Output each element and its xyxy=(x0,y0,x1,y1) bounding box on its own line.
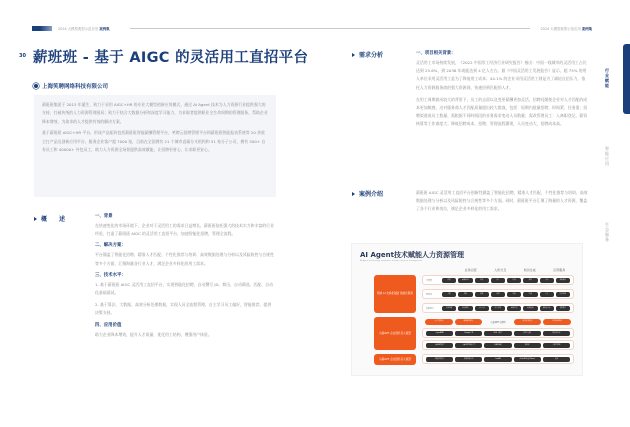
header-left-text: 2024 大模型典型示范应用 xyxy=(58,27,99,31)
company-intro-box xyxy=(34,95,276,197)
triangle-icon xyxy=(352,53,355,57)
company-name: 上海笑聘网络科技有限公司 xyxy=(42,84,109,90)
diagram-block-2: 小薪GPT 企业级私有大模型 xyxy=(374,317,416,350)
header-logo xyxy=(32,26,52,31)
ai-agent-diagram xyxy=(351,243,583,376)
intro-paragraph: 基于薪班班 AIGC+HR 平台，形成产品矩阵包括薪班班智能薪酬管理平台、笑聘云招聘管理平台和薪班班智能报表系统等 20 余款主打产品及创新应用平台，服务企业客户超 7000 家，目前在全国拥有 21 个城市直属分支机构和 51 家分子公司，拥有 500+ 自有员工和 40000+ 外包员工，助力人力资源全场景提供高效赋能，让招聘更省心，让求职更安心。 xyxy=(42,130,266,153)
header-divider xyxy=(130,28,530,29)
case-content: 薪班班 AIGC 灵活用工直招平台创新性涵盖了智能化招聘、精准人才匹配、个性化推荐与培训、高效数据处理与分析以及风险防控与合规性等多个方面。同时，薪班班平台汇聚了海量的人才资源，覆盖了各个行业和岗位，满足企业多样化的用工需求。 xyxy=(416,190,588,212)
side-tab-ecosystem[interactable]: 生态服务 xyxy=(605,222,609,242)
demand-content: 一、项目相关背景： 灵活用工市场持续发展，《2022 中国零工经济行业研究报告》指出：中国一线城市的灵活用工占比达到 25.6%，到 2036 年或能达到 4 亿人左右。据《中国灵活用工发展报告》显示，超 75% 的用人单位采用灵活用工是为了降低用工成本；44.1% 的企业采用灵活用工则是为了减轻自招压力，依托人力资源服务商的强大资源网，快速招到匹配的人才。 在用工周期波动较大的背景下，员工的去留以及变更薪酬更加灵活，招聘问题使企业对人才匹配的成本更加敏感，这对服务商人才匹配质量提出较大挑战，包括：短期内批量招聘、时间紧、任务重；招聘渠道或员工数量、需根据不同时间段的业务需求变动人员数量；需改管理员工：入离职登记、薪资核算等工作难度大；降低招聘成本、招聘、管理流程繁琐，人员变动大，招聘成本高。 xyxy=(416,51,588,127)
diagram-row: 小薪GPT模型 小薪GPT训练平台 向量数据库 知识库 大模型推理 xyxy=(422,340,574,350)
diagram-knowledge-row: 人力资源知识 薪酬财税知识 小薪GPT大模型 政策法规知识 招聘领域知识 xyxy=(422,317,574,327)
side-tab-industry[interactable]: 行业赋能 xyxy=(605,68,609,88)
intro-paragraph: 薪班班集团于 2015 年诞生，致力于采用 AIGC+HR 的专业大模型创新应用模式，通过 AI Agent 技术为人力资源行业提供强大的支持，打破传统的人力资源管理困局；致力于结合大数据分析和深度学习能力，为求职者提供职业全生命周期的管理服务，帮助企业降本增效，为欲求的人才提供有效的解决方案。 xyxy=(42,102,268,124)
header-left xyxy=(32,26,109,31)
diagram-row: 大模型 招聘 薪酬管理 社保 用工 培训 绩效 合同 数据服务 xyxy=(422,275,574,285)
header-right: 2024 大模型典型示范应用 案例集 xyxy=(540,27,592,31)
header-left-highlight: 案例集 xyxy=(99,27,110,31)
side-tab-active-bar xyxy=(623,44,630,114)
side-tab-smart-apps[interactable]: 智能应用 xyxy=(605,146,609,166)
diagram-block-3: 小薪GPT 企业级私有大模型 xyxy=(374,354,416,365)
case-label: 案例介绍 xyxy=(352,189,383,198)
diagram-block-1: 领域 AI 全栈化赋能 智能化服务 xyxy=(374,275,416,313)
diagram-row: OpenBMB Prompt工程 LLM 大模型 微调工具链 知识库检索 xyxy=(422,328,574,338)
diagram-columns: 业务运营 人机交互 知识生成 应用服务 xyxy=(464,268,566,272)
diagram-row: 智能体 入职 离职 考勤 排班 审批 结算 工资 风控管理 xyxy=(422,289,574,299)
bullet-icon xyxy=(34,84,38,88)
page-number: 30 xyxy=(19,53,26,59)
diagram-row: 智能招聘助手 智能客服中心 LLaMA ChatGLM 通用Stack 其他 xyxy=(422,354,574,364)
triangle-icon xyxy=(352,192,355,196)
diagram-subtitle: AI Agent technology empowers human resource management xyxy=(360,260,423,262)
demand-label: 需求分析 xyxy=(352,50,383,59)
page-title: 薪班班 - 基于 AIGC 的灵活用工直招平台 xyxy=(33,50,309,66)
company-heading xyxy=(34,82,108,90)
triangle-icon xyxy=(34,217,37,221)
overview-label: 概 述 xyxy=(34,214,65,223)
diagram-row: 基础能力 语义理解 知识图谱 文本生成 语音识别 图像识别 数据挖掘 多模态生成 智能推荐 xyxy=(422,303,574,313)
diagram-title: AI Agent技术赋能人力资源管理 xyxy=(360,251,464,259)
overview-content: 一、背景 在快速变化的市场环境下，企业对于灵活用工的需求日益增长。薪班班依托强大的技术实力和丰富的行业经验，打造了薪班班 AIGC 的灵活用工直招平台，加速智能化招聘，管理全流程。 二、解决方案： 平台涵盖了智能化招聘、精准人才匹配、个性化推荐与培训、高效数据处理与分析以及风险防控与合规性等多个方面，汇聚海量各行业人才，满足企业多样化的用工需求。 三、技术水平： 1. 基于薪班班 AIGC 灵活用工直招平台，实现智能化招聘，自动撰写 JD、简历，自动筛选、匹配、自动化基础面试。 2. 基于算法、大数据、高效分析处理数据，实现人员全流程管理，自主学习员工偏好，智能推荐，提供决策支持。 四、应用价值 助力企业降本增效，提升人才质量，优化用工结构，增强用户体验。 xyxy=(95,214,274,337)
